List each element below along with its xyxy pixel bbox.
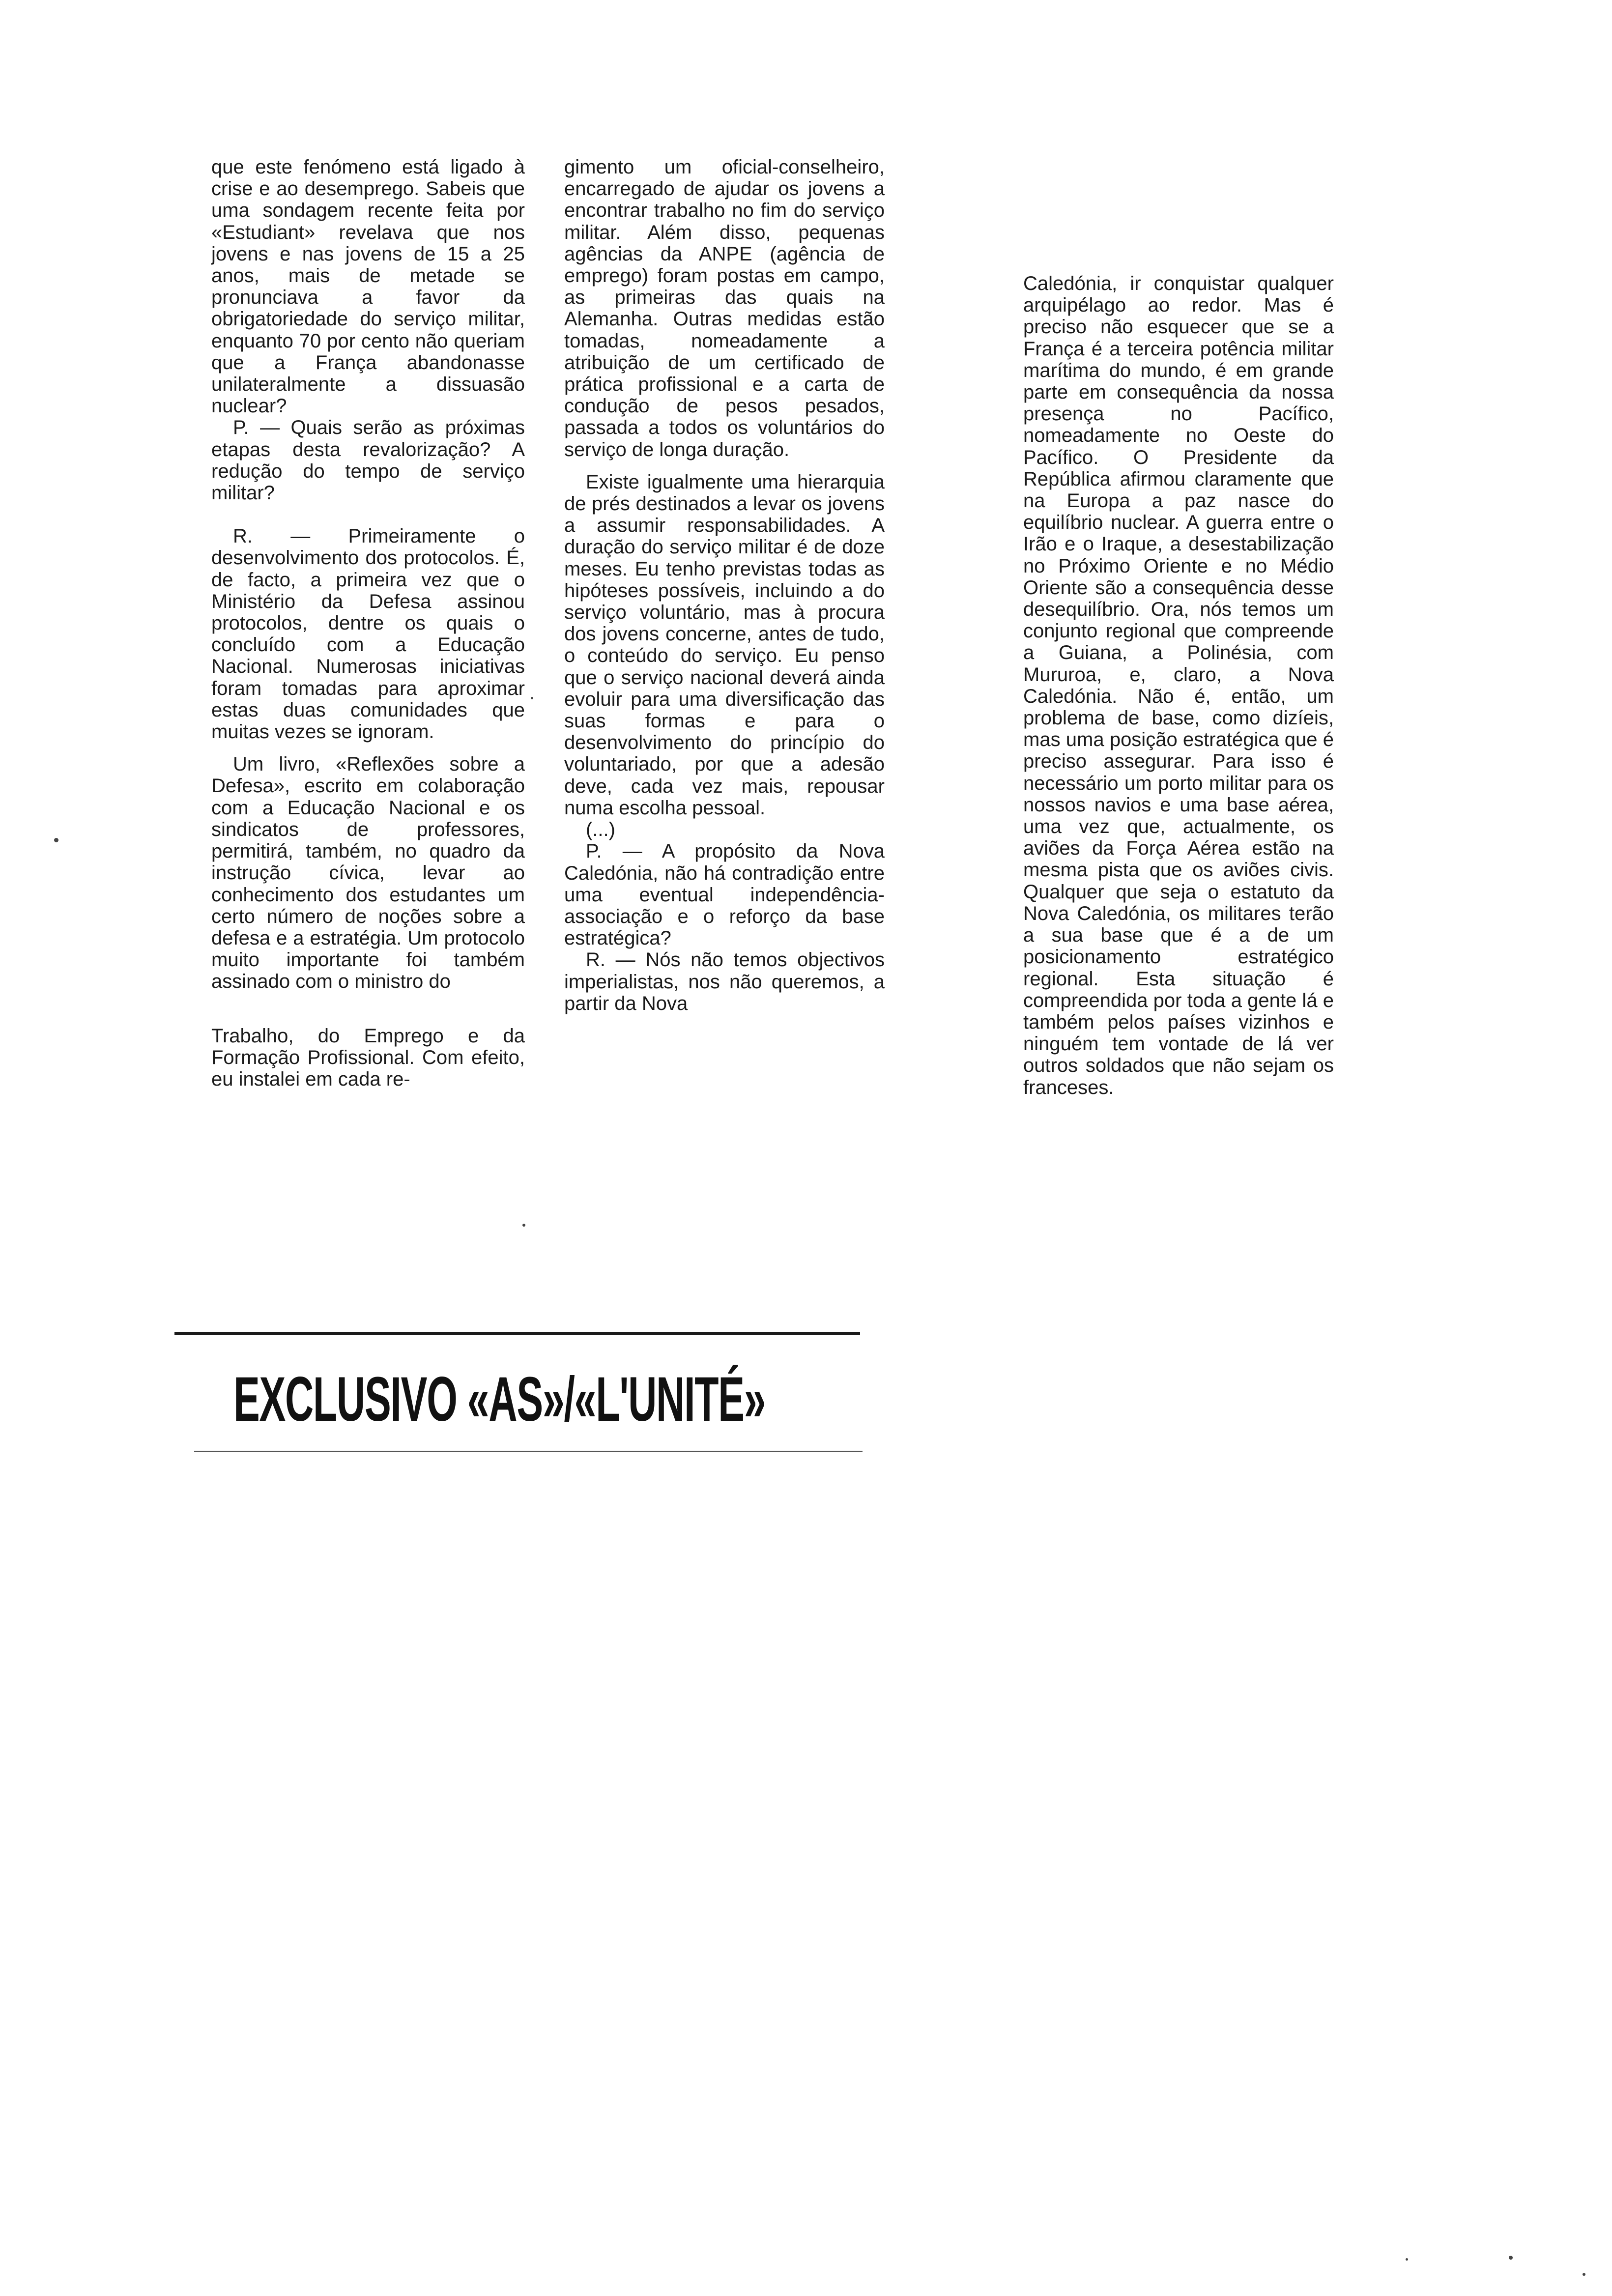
scan-speck	[522, 1224, 525, 1227]
column2-paragraph-4: P. — A propósito da Nova Caledónia, não há contradição entre uma eventual independência-associação e o reforço da base estratégica?	[564, 840, 885, 949]
scan-speck	[54, 838, 58, 842]
column1-paragraph-3: R. — Primeiramente o desenvolvimento dos protocolos. É, de facto, a primeira vez que o Ministério da Defesa assinou protocolos, dentre os quais o concluído com a Educação Nacional. Numerosas iniciativas foram tomadas para aproximar estas duas comunidades que muitas vezes se ignoram.	[211, 525, 525, 743]
headline: EXCLUSIVO «AS»/«L'UNITÉ»	[233, 1364, 766, 1435]
article-column-1	[211, 156, 525, 1090]
column2-paragraph-2: Existe igualmente uma hierarquia de prés destinados a levar os jovens a assumir responsabilidades. A duração do serviço militar é de doze meses. Eu tenho previstas todas as hipóteses possíveis, incluindo a do serviço voluntário, mas à procura dos jovens concerne, antes de tudo, o conteúdo do serviço. Eu penso que o serviço nacional deverá ainda evoluir para uma diversificação das suas formas e para o desenvolvimento do princípio do voluntariado, por que a adesão deve, cada vez mais, repousar numa escolha pessoal.	[564, 471, 885, 819]
scan-speck	[531, 697, 533, 699]
column2-paragraph-5: R. — Nós não temos objectivos imperialistas, nos não queremos, a partir da Nova	[564, 949, 885, 1014]
column3-paragraph-1: Caledónia, ir conquistar qualquer arquipélago ao redor. Mas é preciso não esquecer que se a França é a terceira potência militar marítima do mundo, é em grande parte em consequência da nossa presença no Pacífico, nomeadamente no Oeste do Pacífico. O Presidente da República afirmou claramente que na Europa a paz nasce do equilíbrio nuclear. A guerra entre o Irão e o Iraque, a desestabilização no Próximo Oriente e no Médio Oriente são a consequência desse desequilíbrio. Ora, nós temos um conjunto regional que compreende a Guiana, a Polinésia, com Mururoa, e, claro, a Nova Caledónia. Não é, então, um problema de base, como dizíeis, mas uma posição estratégica que é preciso assegurar. Para isso é necessário um porto militar para os nossos navios e uma base aérea, uma vez que, actualmente, os aviões da Força Aérea estão na mesma pista que os aviões civis. Qualquer que seja o estatuto da Nova Caledónia, os militares terão a sua base que é a de um posicionamento estratégico regional. Esta situação é compreendida por toda a gente lá e também pelos países vizinhos e ninguém tem vontade de lá ver outros soldados que não sejam os franceses.	[1023, 273, 1334, 1098]
article-column-3	[1023, 273, 1334, 1098]
column1-paragraph-1: que este fenómeno está ligado à crise e ao desemprego. Sabeis que uma sondagem recente feita por «Estudiant» revelava que nos jovens e nas jovens de 15 a 25 anos, mais de metade se pronunciava a favor da obrigatoriedade do serviço militar, enquanto 70 por cento não queriam que a França abandonasse unilateralmente a dissuasão nuclear?	[211, 156, 525, 417]
column1-paragraph-2: P. — Quais serão as próximas etapas desta revalorização? A redução do tempo de serviço militar?	[211, 417, 525, 504]
column1-paragraph-4: Um livro, «Reflexões sobre a Defesa», escrito em colaboração com a Educação Nacional e os sindicatos de professores, permitirá, também, no quadro da instrução cívica, levar ao conhecimento dos estudantes um certo número de noções sobre a defesa e a estratégia. Um protocolo muito importante foi também assinado com o ministro do	[211, 753, 525, 993]
headline-bottom-rule	[194, 1451, 863, 1452]
headline-top-rule	[174, 1332, 860, 1335]
scan-speck	[1406, 2258, 1408, 2261]
scan-speck	[1583, 2273, 1585, 2276]
column1-paragraph-5: Trabalho, do Emprego e da Formação Profissional. Com efeito, eu instalei em cada re-	[211, 1025, 525, 1090]
column2-paragraph-3: (...)	[586, 819, 615, 841]
article-column-2	[564, 156, 885, 1014]
scan-speck	[1509, 2256, 1513, 2260]
column2-paragraph-1: gimento um oficial-conselheiro, encarregado de ajudar os jovens a encontrar trabalho no fim do serviço militar. Além disso, pequenas agências da ANPE (agência de emprego) foram postas em campo, as primeiras das quais na Alemanha. Outras medidas estão tomadas, nomeadamente a atribuição de um certificado de prática profissional e a carta de condução de pesos pesados, passada a todos os voluntários do serviço de longa duração.	[564, 156, 885, 460]
